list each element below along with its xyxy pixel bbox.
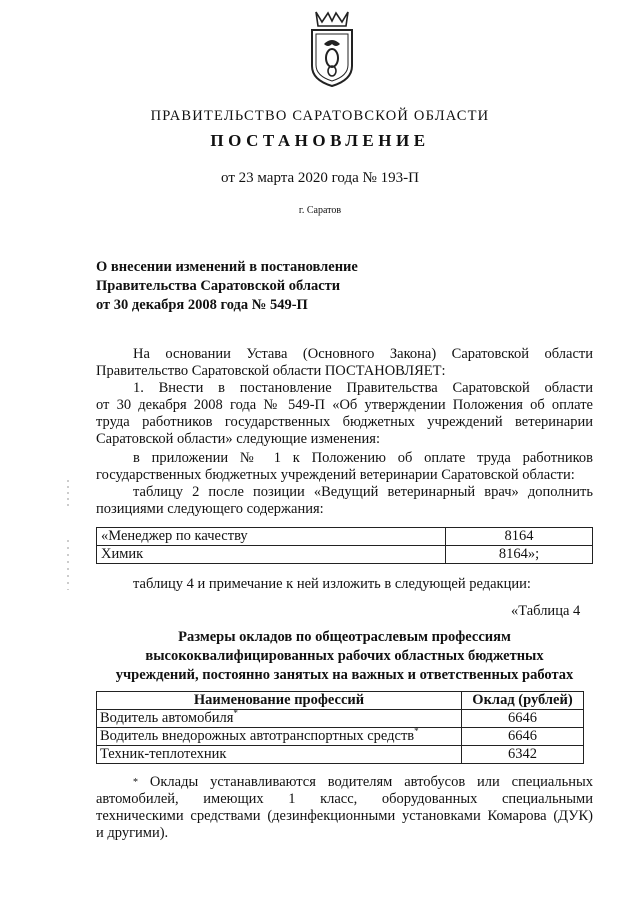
table-row [97, 528, 593, 546]
table-cell-name [97, 728, 462, 746]
table4-title-line: учреждений, постоянно занятых на важных и ответственных работах [115, 667, 574, 683]
footnote-mark: * [133, 777, 138, 788]
paragraph-table4-intro: таблицу 4 и примечание к ней изложить в следующей редакции: [133, 576, 531, 592]
column-header-salary: Оклад (рублей) [462, 692, 584, 710]
document-city: г. Саратов [298, 205, 342, 216]
paragraph-line: позициями следующего содержания: [96, 501, 324, 517]
table4-salaries [96, 691, 584, 764]
document-subject [96, 258, 358, 315]
profession-name: Водитель внедорожных автотранспортных средств [100, 728, 415, 744]
paragraph-line: 1. Внести в постановление Правительства Саратовской области [133, 380, 593, 396]
paragraph-item-1 [96, 380, 593, 448]
footnote-line [96, 774, 593, 791]
paragraph-appendix [96, 450, 593, 484]
paragraph-line: от 30 декабря 2008 года № 549-П «Об утверждении Положения об оплате [96, 397, 593, 413]
table-cell-value: 6646 [462, 710, 584, 728]
table-cell-name: Химик [97, 546, 446, 564]
footnote-line: и другими). [96, 825, 169, 841]
paragraph-line: государственных бюджетных учреждений ветеринарии Саратовской области: [96, 467, 575, 483]
table-cell-value: 6646 [462, 728, 584, 746]
government-name: ПРАВИТЕЛЬСТВО САРАТОВСКОЙ ОБЛАСТИ [150, 108, 490, 124]
footnote-line: автомобилей, имеющих 1 класс, оборудованных специальными [96, 791, 593, 807]
paragraph-line: таблицу 2 после позиции «Ведущий ветеринарный врач» дополнить [133, 484, 593, 500]
profession-name: Техник-теплотехник [100, 746, 227, 762]
table2-additions [96, 527, 593, 564]
subject-line: О внесении изменений в постановление [96, 259, 358, 275]
paragraph-line: На основании Устава (Основного Закона) Саратовской области [133, 346, 593, 362]
paragraph-table2 [96, 484, 593, 518]
footnote-line: техническими средствами (дезинфекционными установками Комарова (ДУК) [96, 808, 593, 824]
table-row [97, 710, 584, 728]
table-header-row [97, 692, 584, 710]
table-cell-name: «Менеджер по качеству [97, 528, 446, 546]
paragraph-line: труда работников государственных бюджетных учреждений ветеринарии [96, 414, 593, 430]
footnote-mark: * [414, 726, 419, 737]
subject-line: Правительства Саратовской области [96, 278, 341, 294]
table4-reference: «Таблица 4 [511, 603, 581, 619]
table-cell-value: 8164»; [446, 546, 593, 564]
table-cell-value: 6342 [462, 746, 584, 764]
table-row [97, 546, 593, 564]
table4-title [96, 628, 593, 685]
table-cell-name [97, 746, 462, 764]
column-header-profession: Наименование профессий [97, 692, 462, 710]
coat-of-arms-icon [302, 8, 362, 88]
table-row [97, 728, 584, 746]
footnote [96, 774, 593, 842]
table-row [97, 746, 584, 764]
paragraph-line: в приложении № 1 к Положению об оплате труда работников [133, 450, 593, 466]
table-cell-name [97, 710, 462, 728]
table4-title-line: высококвалифицированных рабочих областных бюджетных [145, 648, 544, 664]
table-cell-value: 8164 [446, 528, 593, 546]
paragraph-basis [96, 346, 593, 380]
scan-marks [66, 480, 70, 600]
subject-line: от 30 декабря 2008 года № 549-П [96, 297, 308, 313]
document-date-number: от 23 марта 2020 года № 193-П [221, 170, 419, 186]
table4-title-line: Размеры окладов по общеотраслевым профессиям [178, 629, 511, 645]
footnote-mark: * [233, 708, 238, 719]
paragraph-line: Правительство Саратовской области ПОСТАНОВЛЯЕТ: [96, 363, 446, 379]
paragraph-line: Саратовской области» следующие изменения: [96, 431, 380, 447]
footnote-text: Оклады устанавливаются водителям автобусов или специальных [149, 774, 593, 790]
document-type: ПОСТАНОВЛЕНИЕ [210, 131, 430, 150]
profession-name: Водитель автомобиля [100, 710, 234, 726]
